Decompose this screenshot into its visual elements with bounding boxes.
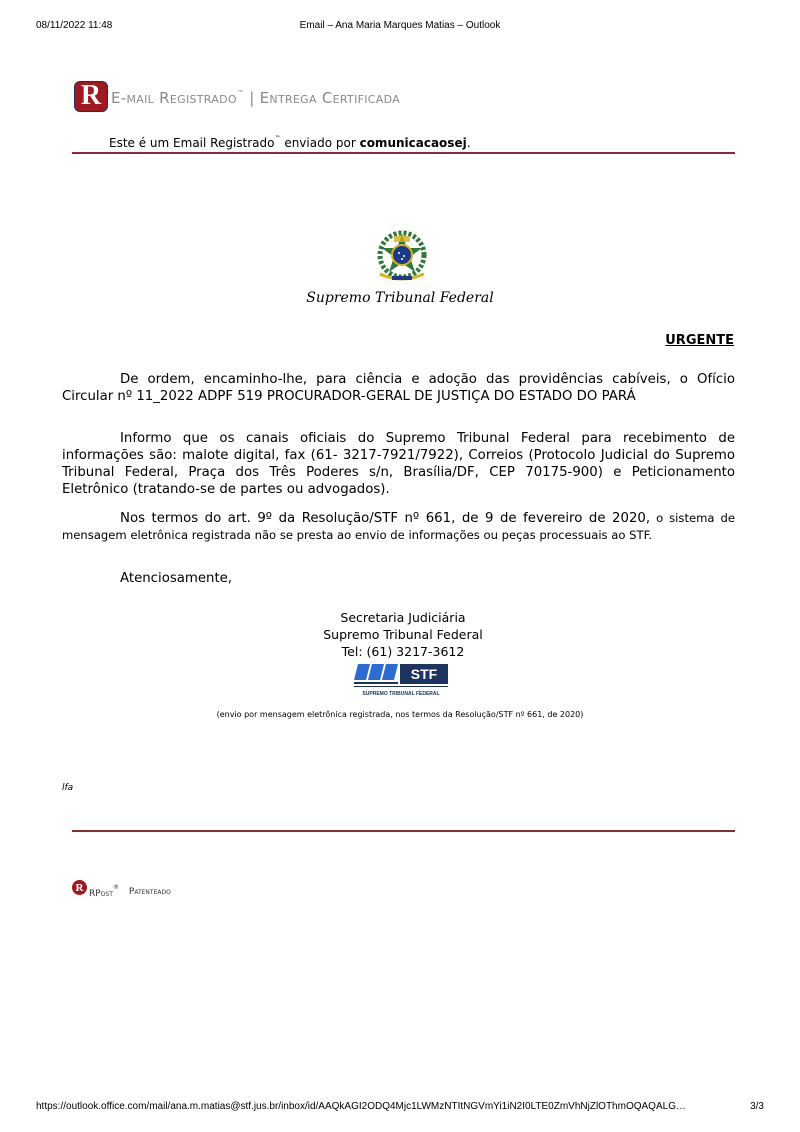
- brand-separator: |: [244, 89, 260, 107]
- print-datetime: 08/11/2022 11:48: [36, 20, 113, 31]
- registered-email-brand: [74, 80, 400, 112]
- signature-court: Supremo Tribunal Federal: [323, 627, 483, 642]
- rpost-small-logo-icon: R: [72, 880, 87, 895]
- paragraph-3-tail: o sistema de mensagem eletrônica registrada não se presta ao envio de informações ou peças processuais ao STF.: [62, 511, 735, 542]
- rpost-patent-label: Patenteado: [128, 886, 171, 897]
- rpost-patent-footer: [72, 880, 171, 899]
- author-initials: lfa: [62, 783, 74, 793]
- top-divider: [72, 152, 735, 154]
- intro-suffix: .: [466, 136, 471, 150]
- print-title: Email – Ana Maria Marques Matias – Outlook: [299, 20, 501, 31]
- stf-logo-icon: [354, 662, 450, 698]
- signature-department: Secretaria Judiciária: [340, 610, 466, 625]
- rpost-r-logo-icon: R: [74, 81, 108, 112]
- brand-text: [111, 89, 400, 107]
- brand-tagline: Entrega Certificada: [259, 89, 401, 107]
- brazil-coat-of-arms-icon: [372, 226, 432, 286]
- paragraph-3: [62, 510, 735, 544]
- signature-phone: Tel: (61) 3217-3612: [341, 644, 465, 659]
- intro-tm: ™: [274, 135, 281, 142]
- rpost-name-text: RPost: [89, 889, 113, 899]
- paragraph-2: Informo que os canais oficiais do Supremo Tribunal Federal para recebimento de informações são: malote digital, fax (61- 3217-7921/7922), Correios (Protocolo Judicial do Supremo Tribunal Federal, Praça dos Três Poderes s/n, Brasília/DF, CEP 70175-900) e Peticionamento Eletrônico (tratando-se de partes ou advogados).: [62, 431, 735, 497]
- brand-name: E-mail Registrado: [111, 89, 237, 107]
- legal-note: (envio por mensagem eletrônica registrada, nos termos da Resolução/STF nº 661, de 2020): [216, 710, 584, 719]
- stf-logo-subtitle: SUPREMO TRIBUNAL FEDERAL: [362, 691, 440, 697]
- rpost-mark: ®: [112, 884, 119, 891]
- intro-prefix: Este é um Email Registrado: [109, 136, 275, 150]
- court-letterhead: Supremo Tribunal Federal: [306, 290, 494, 306]
- intro-line: [109, 135, 471, 150]
- rpost-name: [89, 884, 119, 899]
- paragraph-1: De ordem, encaminho-lhe, para ciência e adoção das providências cabíveis, o Ofício Circular nº 11_2022 ADPF 519 PROCURADOR-GERAL DE JUSTIÇA DO ESTADO DO PARÁ: [62, 372, 735, 404]
- brand-tm: ™: [236, 89, 245, 97]
- intro-middle: enviado por: [280, 136, 360, 150]
- sender-name: comunicacaosej: [359, 136, 467, 150]
- signature-block: [253, 609, 553, 660]
- paragraph-3-main: Nos termos do art. 9º da Resolução/STF nº 661, de 9 de fevereiro de 2020,: [120, 511, 651, 526]
- urgent-label: URGENTE: [665, 333, 734, 348]
- print-url: https://outlook.office.com/mail/ana.m.matias@stf.jus.br/inbox/id/AAQkAGI2ODQ4Mjc1LWMzNTItNGVmYi1iN2I0LTE0ZmVhNjZlOThmOQAQALG…: [36, 1101, 686, 1112]
- stf-logo-text: STF: [410, 666, 438, 682]
- print-page-number: 3/3: [750, 1101, 764, 1112]
- closing: Atenciosamente,: [120, 571, 233, 586]
- bottom-divider: [72, 830, 735, 832]
